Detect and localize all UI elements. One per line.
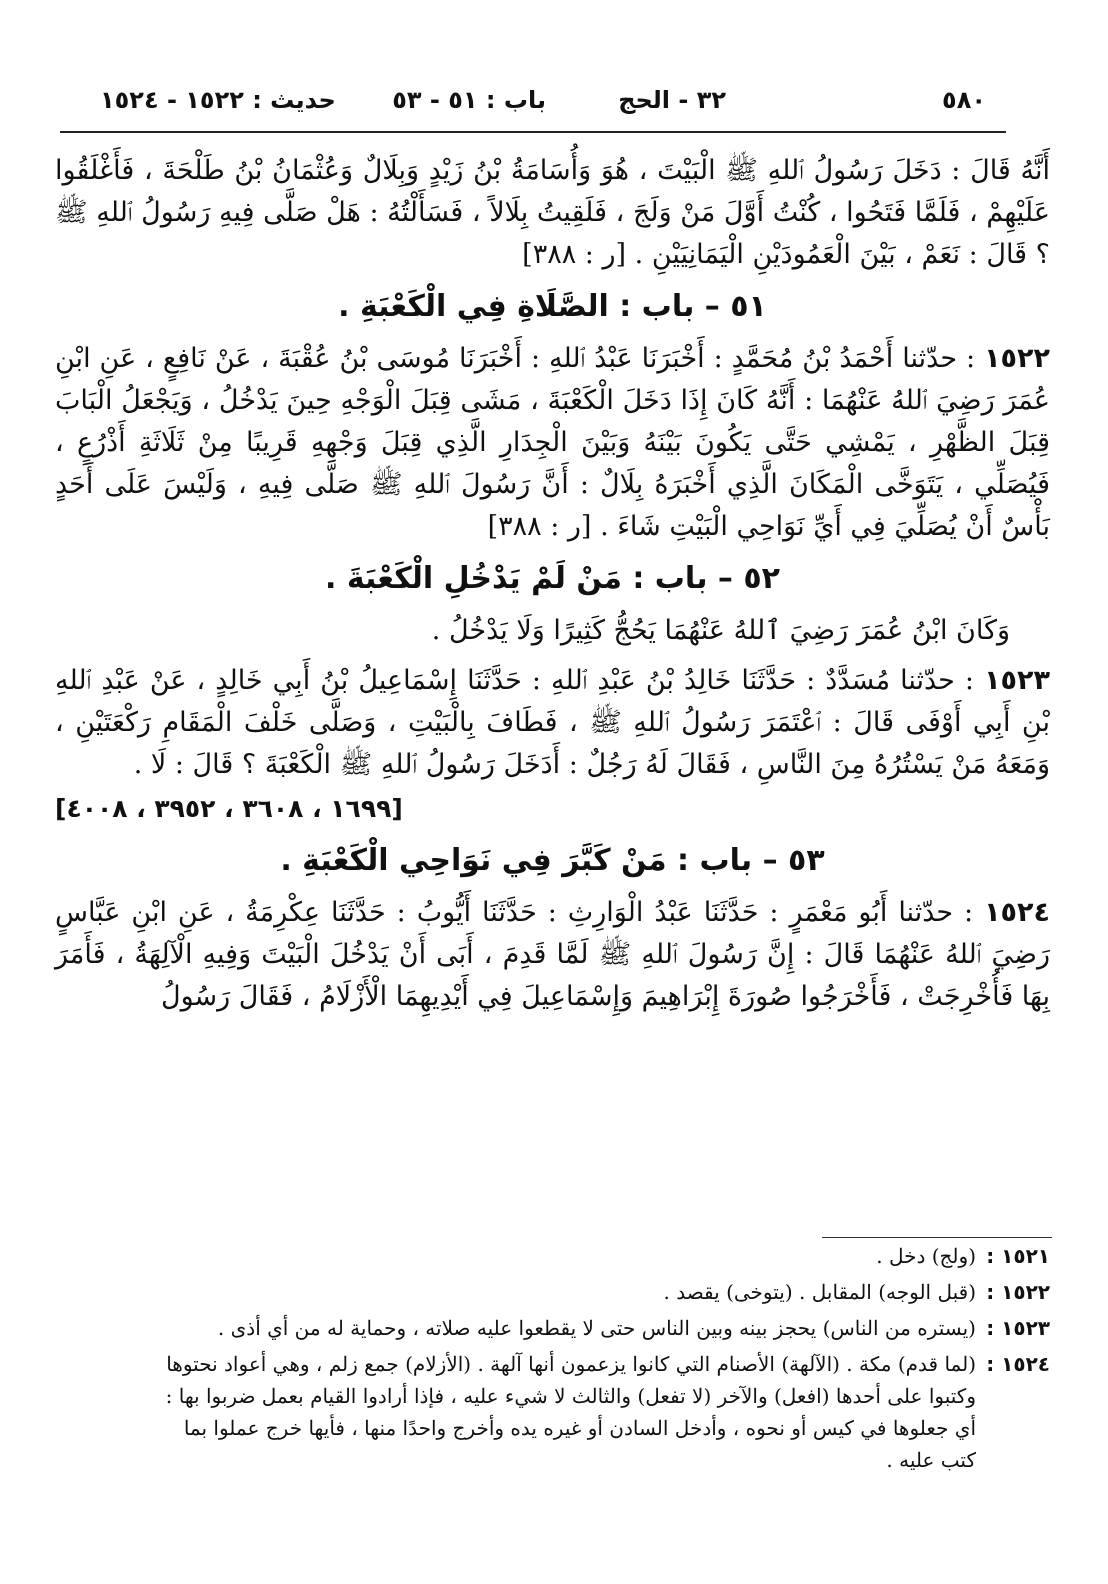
footnote-1523 bbox=[150, 1312, 1050, 1344]
footnotes bbox=[150, 1240, 1050, 1480]
running-header bbox=[100, 86, 986, 126]
hadith-text: : حدّثنا أَحْمَدُ بْنُ مُحَمَّدٍ : أَخْبَرَنَا عَبْدُ ٱللهِ : أَخْبَرَنَا مُوسَى بْنُ عُقْبَةَ ، عَنْ نَافِعٍ ، عَنِ ابْنِ عُمَرَ رَضِيَ ٱللهُ عَنْهُمَا : أَنَّهُ كَانَ إِذَا دَخَلَ الْكَعْبَةَ ، مَشَى قِبَلَ الْوَجْهِ حِينَ يَدْخُلُ ، وَيَجْعَلُ الْبَابَ قِبَلَ الظَّهْرِ ، يَمْشِي حَتَّى يَكُونَ بَيْنَهُ وَبَيْنَ الْجِدَارِ الَّذِي قِبَلَ وَجْهِهِ قَرِيبًا مِنْ ثَلَاثَةِ أَذْرُعٍ ، فَيُصَلِّي ، يَتَوَخَّى الْمَكَانَ الَّذِي أَخْبَرَهُ بِلَالٌ : أَنَّ رَسُولَ ٱللهِ ﷺ صَلَّى فِيهِ ، وَلَيْسَ عَلَى أَحَدٍ بَأْسٌ أَنْ يُصَلِّيَ فِي أَيِّ نَوَاحِي الْبَيْتِ شَاءَ . bbox=[55, 343, 1050, 542]
hadith-text: : حدّثنا مُسَدَّدٌ : حَدَّثَنَا خَالِدُ بْنُ عَبْدِ ٱللهِ : حَدَّثَنَا إِسْمَاعِيلُ بْنُ أَبِي خَالِدٍ ، عَنْ عَبْدِ ٱللهِ بْنِ أَبِي أَوْفَى قَالَ : ٱعْتَمَرَ رَسُولُ ٱللهِ ﷺ ، فَطَافَ بِالْبَيْتِ ، وَصَلَّى خَلْفَ الْمَقَامِ رَكْعَتَيْنِ ، وَمَعَهُ مَنْ يَسْتُرُهُ مِنَ النَّاسِ ، فَقَالَ لَهُ رَجُلٌ : أَدَخَلَ رَسُولُ ٱللهِ ﷺ الْكَعْبَةَ ؟ قَالَ : لَا . bbox=[55, 665, 1050, 780]
chapter-heading-52: ٥٢ – باب : مَنْ لَمْ يَدْخُلِ الْكَعْبَةَ . bbox=[325, 561, 780, 596]
intro-reference: [ر : ٣٨٨] bbox=[522, 239, 627, 270]
hadith-1524 bbox=[55, 892, 1050, 1018]
footnote-rule bbox=[822, 1237, 1052, 1238]
main-text bbox=[55, 150, 1050, 1026]
footnote-1522 bbox=[150, 1276, 1050, 1308]
footnote-1521 bbox=[150, 1240, 1050, 1272]
hadith-1522 bbox=[55, 338, 1050, 548]
footnote-text: (قبل الوجه) المقابل . (يتوخى) يقصد . bbox=[663, 1280, 976, 1304]
footnote-number: ١٥٢٣ : bbox=[986, 1316, 1050, 1340]
chapter-heading-51: ٥١ – باب : الصَّلَاةِ فِي الْكَعْبَةِ . bbox=[338, 289, 767, 324]
hadith-number: ١٥٢٤ bbox=[984, 897, 1050, 928]
footnote-text: (يستره من الناس) يحجز بينه وبين الناس حتى لا يقطعوا عليه صلاته ، وحماية له من أي أذى . bbox=[217, 1316, 976, 1340]
intro-paragraph bbox=[55, 150, 1050, 276]
intro-text: أَنَّهُ قَالَ : دَخَلَ رَسُولُ ٱللهِ ﷺ الْبَيْتَ ، هُوَ وَأُسَامَةُ بْنُ زَيْدٍ وَبِلَالٌ وَعُثْمَانُ بْنُ طَلْحَةَ ، فَأَغْلَقُوا عَلَيْهِمْ ، فَلَمَّا فَتَحُوا ، كُنْتُ أَوَّلَ مَنْ وَلَجَ ، فَلَقِيتُ بِلَالاً ، فَسَأَلْتُهُ : هَلْ صَلَّى فِيهِ رَسُولُ ٱللهِ ﷺ ؟ قَالَ : نَعَمْ ، بَيْنَ الْعَمُودَيْنِ الْيَمَانِيَيْنِ . bbox=[55, 155, 1050, 270]
bab-range: باب : ٥١ - ٥٣ bbox=[392, 86, 546, 114]
footnote-1524 bbox=[150, 1348, 1050, 1476]
hadith-reference: [ر : ٣٨٨] bbox=[487, 511, 592, 542]
chapter-narration: وَكَانَ ابْنُ عُمَرَ رَضِيَ ٱللهُ عَنْهُمَا يَحُجُّ كَثِيرًا وَلَا يَدْخُلُ . bbox=[431, 615, 1010, 646]
footnote-text: (ولج) دخل . bbox=[876, 1244, 976, 1268]
hadith-text: : حدّثنا أَبُو مَعْمَرٍ : حَدَّثَنَا عَبْدُ الْوَارِثِ : حَدَّثَنَا أَيُّوبُ : حَدَّثَنَا عِكْرِمَةُ ، عَنِ ابْنِ عَبَّاسٍ رَضِيَ ٱللهُ عَنْهُمَا قَالَ : إِنَّ رَسُولَ ٱللهِ ﷺ لَمَّا قَدِمَ ، أَبَى أَنْ يَدْخُلَ الْبَيْتَ وَفِيهِ الْآلِهَةُ ، فَأَمَرَ بِهَا فَأُخْرِجَتْ ، فَأَخْرَجُوا صُورَةَ إِبْرَاهِيمَ وَإِسْمَاعِيلَ فِي أَيْدِيهِمَا الْأَزْلَامُ ، فَقَالَ رَسُولُ bbox=[55, 897, 1050, 1012]
hadith-number: ١٥٢٣ bbox=[984, 665, 1050, 696]
hadith-range: حديث : ١٥٢٢ - ١٥٢٤ bbox=[100, 86, 336, 114]
footnote-number: ١٥٢١ : bbox=[986, 1244, 1050, 1268]
chapter-heading-53: ٥٣ – باب : مَنْ كَبَّرَ فِي نَوَاحِي الْكَعْبَةِ . bbox=[280, 843, 825, 878]
book-title: ٣٢ - الحج bbox=[618, 86, 726, 114]
footnote-number: ١٥٢٢ : bbox=[986, 1280, 1050, 1304]
footnote-text: (لما قدم) مكة . (الآلهة) الأصنام التي كانوا يزعمون أنها آلهة . (الأزلام) جمع زلم ، وهي أعواد نحتوها وكتبوا على أحدها (افعل) والآخر (لا تفعل) والثالث لا شيء عليه ، فإذا أرادوا القيام بعمل ضربوا بها : أي جعلوها في كيس أو نحوه ، وأدخل السادن أو غيره يده وأخرج واحدًا منها ، فأيها خرج عملوا بما كتب عليه . bbox=[165, 1352, 976, 1472]
hadith-reference: [١٦٩٩ ، ٣٦٠٨ ، ٣٩٥٢ ، ٤٠٠٨] bbox=[55, 794, 403, 823]
header-rule bbox=[60, 131, 1006, 133]
hadith-number: ١٥٢٢ bbox=[984, 343, 1050, 374]
footnote-number: ١٥٢٤ : bbox=[986, 1352, 1050, 1376]
hadith-1523 bbox=[55, 660, 1050, 786]
page-number: ٥٨٠ bbox=[942, 86, 986, 114]
